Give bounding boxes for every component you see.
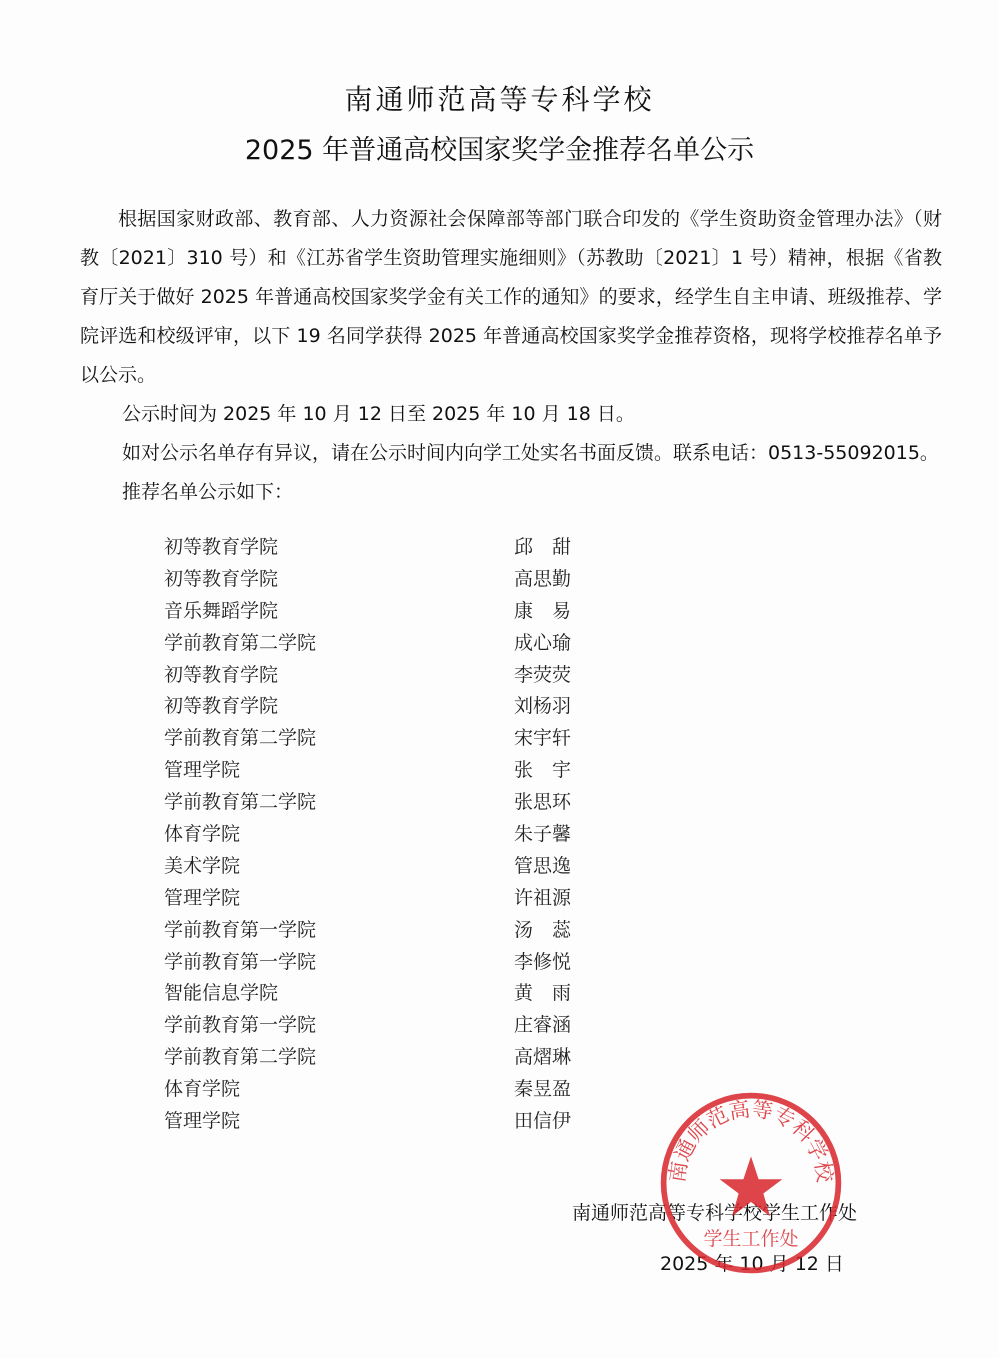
student-name: 秦昱盈 [514,1078,572,1101]
list-item [164,723,604,755]
college-name: 学前教育第一学院 [164,1014,317,1037]
publicity-period: 公示时间为 2025 年 10 月 12 日至 2025 年 10 月 18 日。 [122,403,635,425]
list-item [164,915,604,947]
list-item [164,564,604,596]
official-seal-icon [656,1088,846,1278]
document-title: 2025 年普通高校国家奖学金推荐名单公示 [244,135,755,166]
issue-date: 2025 年 10 月 12 日 [660,1253,844,1275]
college-name: 智能信息学院 [164,982,279,1005]
list-item [164,1042,604,1074]
student-name: 成心瑜 [514,631,572,654]
student-name: 高熠琳 [514,1046,572,1069]
college-name: 管理学院 [164,759,241,782]
college-name: 学前教育第二学院 [164,727,317,750]
list-item [164,755,604,787]
college-name: 初等教育学院 [164,695,279,718]
college-name: 体育学院 [164,823,241,846]
list-item [164,628,604,660]
student-name: 李修悦 [514,950,572,973]
contact-info: 如对公示名单存有异议，请在公示时间内向学工处实名书面反馈。联系电话：0513-55092015。 [122,442,939,464]
college-name: 学前教育第二学院 [164,791,317,814]
student-name: 邱 甜 [514,536,572,558]
list-item [164,1010,604,1042]
student-name: 张 宇 [514,759,572,782]
college-name: 美术学院 [164,854,241,877]
list-item [164,851,604,883]
school-name: 南通师范高等专科学校 [344,83,655,116]
student-name: 汤 蕊 [514,918,572,941]
college-name: 初等教育学院 [164,567,279,590]
student-name: 宋宇轩 [514,727,572,750]
notice-body [80,200,942,512]
student-name: 高思勤 [514,567,572,590]
seal-star-icon [720,1156,783,1216]
student-name: 朱子馨 [514,823,572,846]
list-item [164,1074,604,1106]
student-name: 张思环 [514,791,572,814]
seal-ring-text: 南通师范高等专科学校 [664,1096,838,1184]
student-name: 管思逸 [514,854,572,877]
seal-inner-text: 学生工作处 [703,1227,799,1250]
nominee-list [164,532,604,1138]
list-item [164,691,604,723]
list-item [164,532,604,564]
list-item [164,1106,604,1138]
college-name: 管理学院 [164,1110,241,1133]
student-name: 李荧荧 [514,663,572,686]
student-name: 康 易 [514,599,572,622]
intro-paragraph: 根据国家财政部、教育部、人力资源社会保障部等部门联合印发的《学生资助资金管理办法》（财教〔2021〕310 号）和《江苏省学生资助管理实施细则》（苏教助〔2021〕1 号）精神，根据《省教育厅关于做好 2025 年普通高校国家奖学金有关工作的通知》的要求，经学生自主申请、班级推荐、学院评选和校级评审，以下 19 名同学获得 2025 年普通高校国家奖学金推荐资格，现将学校推荐名单予以公示。 [80,208,942,386]
college-name: 学前教育第二学院 [164,631,317,654]
student-name: 庄睿涵 [514,1014,572,1037]
list-intro: 推荐名单公示如下： [122,481,294,503]
college-name: 初等教育学院 [164,536,279,558]
student-name: 刘杨羽 [514,695,572,718]
list-item [164,596,604,628]
list-item [164,787,604,819]
college-name: 体育学院 [164,1078,241,1101]
list-item [164,819,604,851]
student-name: 田信伊 [514,1110,572,1133]
college-name: 音乐舞蹈学院 [164,599,279,622]
list-item [164,978,604,1010]
college-name: 学前教育第一学院 [164,950,317,973]
list-item [164,660,604,692]
student-name: 许祖源 [514,886,572,909]
college-name: 学前教育第一学院 [164,918,317,941]
student-name: 黄 雨 [514,982,572,1005]
list-item [164,947,604,979]
college-name: 学前教育第二学院 [164,1046,317,1069]
college-name: 管理学院 [164,886,241,909]
list-item [164,883,604,915]
college-name: 初等教育学院 [164,663,279,686]
issuing-office: 南通师范高等专科学校学生工作处 [572,1202,858,1224]
